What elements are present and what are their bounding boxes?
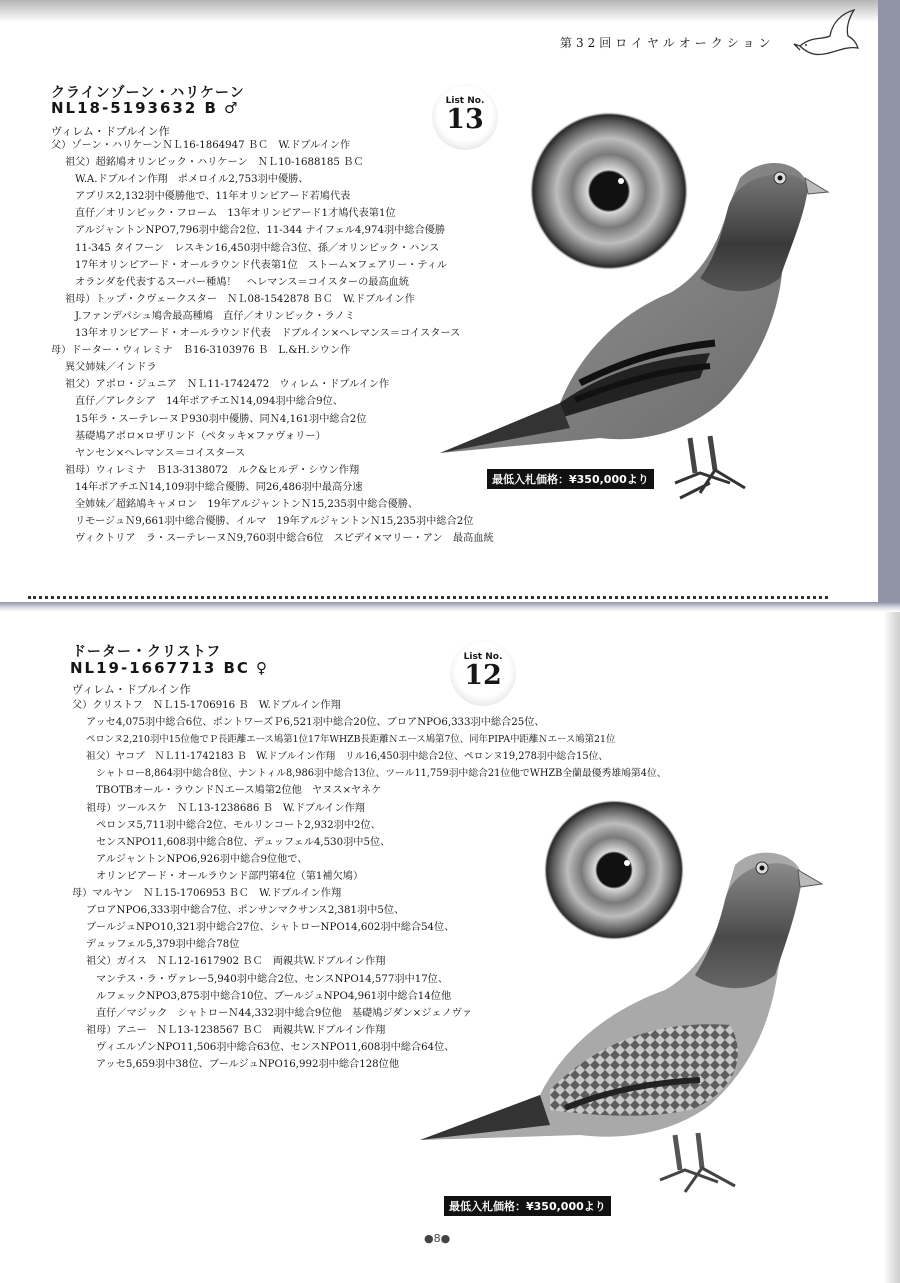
pedigree-line: TBOTBオール・ラウンドＮエース鳩第2位他 ヤヌス×ヤネケ bbox=[96, 785, 382, 797]
pedigree-line: アルジャントンNPO6,926羽中総合9位他で、 bbox=[96, 853, 308, 865]
pedigree-line: 13年オリンピアード・オールラウンド代表 ドブルイン×ヘレマンス＝コイスタース bbox=[75, 328, 461, 340]
entry-12-name: ドーター・クリストフ bbox=[72, 644, 222, 660]
pedigree-line: 祖父）ガイス ＮＬ12-1617902 ＢＣ 両親共W.ドブルイン作翔 bbox=[86, 956, 386, 968]
pedigree-line: デュッフェル5,379羽中総合78位 bbox=[86, 939, 240, 951]
pedigree-line: 祖母）トップ・クヴェークスター ＮＬ08-1542878 ＢＣ W.ドブルイン作 bbox=[65, 293, 415, 305]
right-page-edge bbox=[884, 612, 900, 1283]
pedigree-line: 15年ラ・スーテレーヌＰ930羽中優勝、同Ｎ4,161羽中総合2位 bbox=[75, 413, 367, 425]
entry-12-ring bbox=[70, 659, 269, 677]
male-symbol-icon: ♂ bbox=[223, 99, 240, 117]
catalog-header-title: 第32回ロイヤルオークション bbox=[560, 36, 775, 50]
pedigree-line: 17年オリンピアード・オールラウンド代表第1位 ストーム×フェアリー・ティル bbox=[75, 259, 448, 271]
pedigree-line: アルジャントンNPO7,796羽中総合2位、11-344 ナイフェル4,974羽中総合優勝 bbox=[75, 225, 446, 237]
pedigree-line: ブールジュNPO10,321羽中総合27位、シャトローNPO14,602羽中総合54位、 bbox=[86, 922, 455, 934]
entry-12-minimum-bid-price: 最低入札価格：¥350,000より bbox=[444, 1196, 611, 1216]
pedigree-line: アッセ4,075羽中総合6位、ポントワーズＰ6,521羽中総合20位、ブロアNPO6,333羽中総合25位、 bbox=[86, 717, 545, 729]
list-number: 13 bbox=[446, 104, 484, 135]
entry-13-breeder: ヴィレム・ドブルイン作 bbox=[51, 125, 170, 138]
pedigree-line: ブロアNPO6,333羽中総合7位、ポンサンマクサンス2,381羽中5位、 bbox=[86, 905, 405, 917]
list-number-badge-12 bbox=[450, 640, 516, 706]
pigeon-photo-12 bbox=[400, 840, 840, 1230]
pedigree-line: オランダを代表するスーパー種鳩！ ヘレマンス＝コイスターの最高血統 bbox=[75, 276, 410, 288]
pedigree-line: ペロンヌ2,210羽中15位他でＰ長距離エース鳩第1位17年WHZB長距離Ｎエース鳩第7位、同年PIPA中距離Ｎエース鳩第21位 bbox=[86, 734, 616, 746]
pedigree-line: 異父姉妹／インドラ bbox=[65, 362, 157, 374]
pedigree-line: 14年ポアチエＮ14,109羽中総合優勝、同26,486羽中最高分速 bbox=[75, 481, 363, 493]
page-edge-shadow bbox=[0, 602, 900, 612]
pedigree-line: 母）ドーター・ウィレミナ Ｂ16-3103976 Ｂ L.&H.シウン作 bbox=[51, 345, 351, 357]
pedigree-line: 父）クリストフ ＮＬ15-1706916 Ｂ W.ドブルイン作翔 bbox=[72, 700, 341, 711]
entry-13-minimum-bid-price: 最低入札価格：¥350,000より bbox=[487, 469, 654, 489]
pedigree-line: 父）ゾーン・ハリケーンＮＬ16-1864947 ＢＣ W.ドブルイン作 bbox=[51, 140, 351, 151]
entry-13-name: クラインゾーン・ハリケーン bbox=[51, 85, 245, 101]
pedigree-line: ペロンヌ5,711羽中総合2位、モルリンコート2,932羽中2位、 bbox=[96, 819, 381, 831]
pedigree-line: W.A.ドブルイン作翔 ポメロイル2,753羽中優勝、 bbox=[75, 174, 309, 186]
entry-12-ring-number: NL19-1667713 BC bbox=[70, 659, 250, 677]
pedigree-line: ヤンセン×ヘレマンス＝コイスタース bbox=[75, 447, 246, 459]
pedigree-line: ヴィクトリア ラ・スーテレーヌＮ9,760羽中総合6位 スピデイ×マリー・アン 最高血統 bbox=[75, 533, 494, 545]
pedigree-line: アッセ5,659羽中38位、ブールジュNPO16,992羽中総合128位他 bbox=[96, 1058, 400, 1070]
pedigree-line: 直仔／マジック シャトローＮ44,332羽中総合9位他 基礎鳩ジダン×ジェノヴァ bbox=[96, 1007, 473, 1019]
pedigree-line: リモージュＮ9,661羽中総合優勝、イルマ 19年アルジャントンＮ15,235羽中総合2位 bbox=[75, 516, 474, 528]
pedigree-line: センスNPO11,608羽中総合8位、デュッフェル4,530羽中5位、 bbox=[96, 836, 391, 848]
pedigree-line: 祖父）アポロ・ジュニア ＮＬ11-1742472 ウィレム・ドブルイン作 bbox=[65, 379, 390, 391]
page-number: ●8● bbox=[424, 1232, 451, 1245]
pedigree-line: 全姉妹／超銘鳩キャメロン 19年アルジャントンＮ15,235羽中総合優勝、 bbox=[75, 498, 419, 510]
pedigree-line: 直仔／オリンピック・フローム 13年オリンピアード1才鳩代表第1位 bbox=[75, 208, 396, 220]
entry-13-ring bbox=[51, 99, 239, 117]
pedigree-line: 祖母）アニー ＮＬ13-1238567 ＢＣ 両親共W.ドブルイン作翔 bbox=[86, 1024, 386, 1036]
entry-13-ring-number: NL18-5193632 B bbox=[51, 99, 218, 117]
pedigree-line: 祖母）ツールスケ ＮＬ13-1238686 Ｂ W.ドブルイン作翔 bbox=[86, 802, 365, 814]
pedigree-line: 直仔／アレクシア 14年ポアチエＮ14,094羽中総合9位、 bbox=[75, 396, 344, 408]
pedigree-line: 祖母）ウィレミナ Ｂ13-3138072 ルク&ヒルデ・シウン作翔 bbox=[65, 464, 360, 476]
pedigree-line: アブリス2,132羽中優勝他で、11年オリンピアード若鳩代表 bbox=[75, 191, 351, 203]
dove-icon bbox=[792, 6, 862, 62]
pedigree-line: 祖父）ヤコブ ＮＬ11-1742183 Ｂ W.ドブルイン作翔 リル16,450羽中総合2位、ペロンヌ19,278羽中総合15位、 bbox=[86, 751, 609, 763]
right-edge-strip bbox=[878, 0, 900, 604]
entry-12-breeder: ヴィレム・ドブルイン作 bbox=[72, 683, 191, 696]
pedigree-line: J.ファンデパシュ鳩舎最高種鳩 直仔／オリンピック・ラノミ bbox=[75, 310, 355, 322]
top-shadow bbox=[0, 0, 878, 22]
female-symbol-icon: ♀ bbox=[255, 659, 269, 677]
list-number-label: List No. bbox=[445, 96, 485, 106]
pedigree-line: ヴィエルゾンNPO11,506羽中総合63位、センスNPO11,608羽中総合64位、 bbox=[96, 1041, 455, 1053]
pedigree-line: 祖父）超銘鳩オリンピック・ハリケーン ＮＬ10-1688185 ＢＣ bbox=[65, 157, 364, 169]
list-number-badge-13 bbox=[432, 84, 498, 150]
list-number-label: List No. bbox=[463, 652, 503, 662]
pedigree-line: 母）マルヤン ＮＬ15-1706953 ＢＣ W.ドブルイン作翔 bbox=[72, 888, 342, 900]
pedigree-line: ルフェックNPO3,875羽中総合10位、ブールジュNPO4,961羽中総合14位他 bbox=[96, 990, 452, 1002]
pedigree-line: シャトロー8,864羽中総合8位、ナントィル8,986羽中総合13位、ツール11,759羽中総合21位他でWHZB全蘭最優秀雄鳩第4位、 bbox=[96, 768, 667, 780]
pedigree-line: 基礎鳩アポロ×ロザリンド（ペタッキ×ファヴォリー） bbox=[75, 430, 326, 442]
pedigree-line: マンテス・ラ・ヴァレー5,940羽中総合2位、センスNPO14,577羽中17位、 bbox=[96, 973, 449, 985]
pedigree-line: 11-345 タイフーン レスキン16,450羽中総合3位、孫／オリンピック・ハンス bbox=[75, 242, 440, 254]
pedigree-line: オリンピアード・オールラウンド部門第4位（第1補欠鳩） bbox=[96, 870, 364, 882]
section-divider bbox=[28, 596, 828, 599]
list-number: 12 bbox=[464, 660, 502, 691]
